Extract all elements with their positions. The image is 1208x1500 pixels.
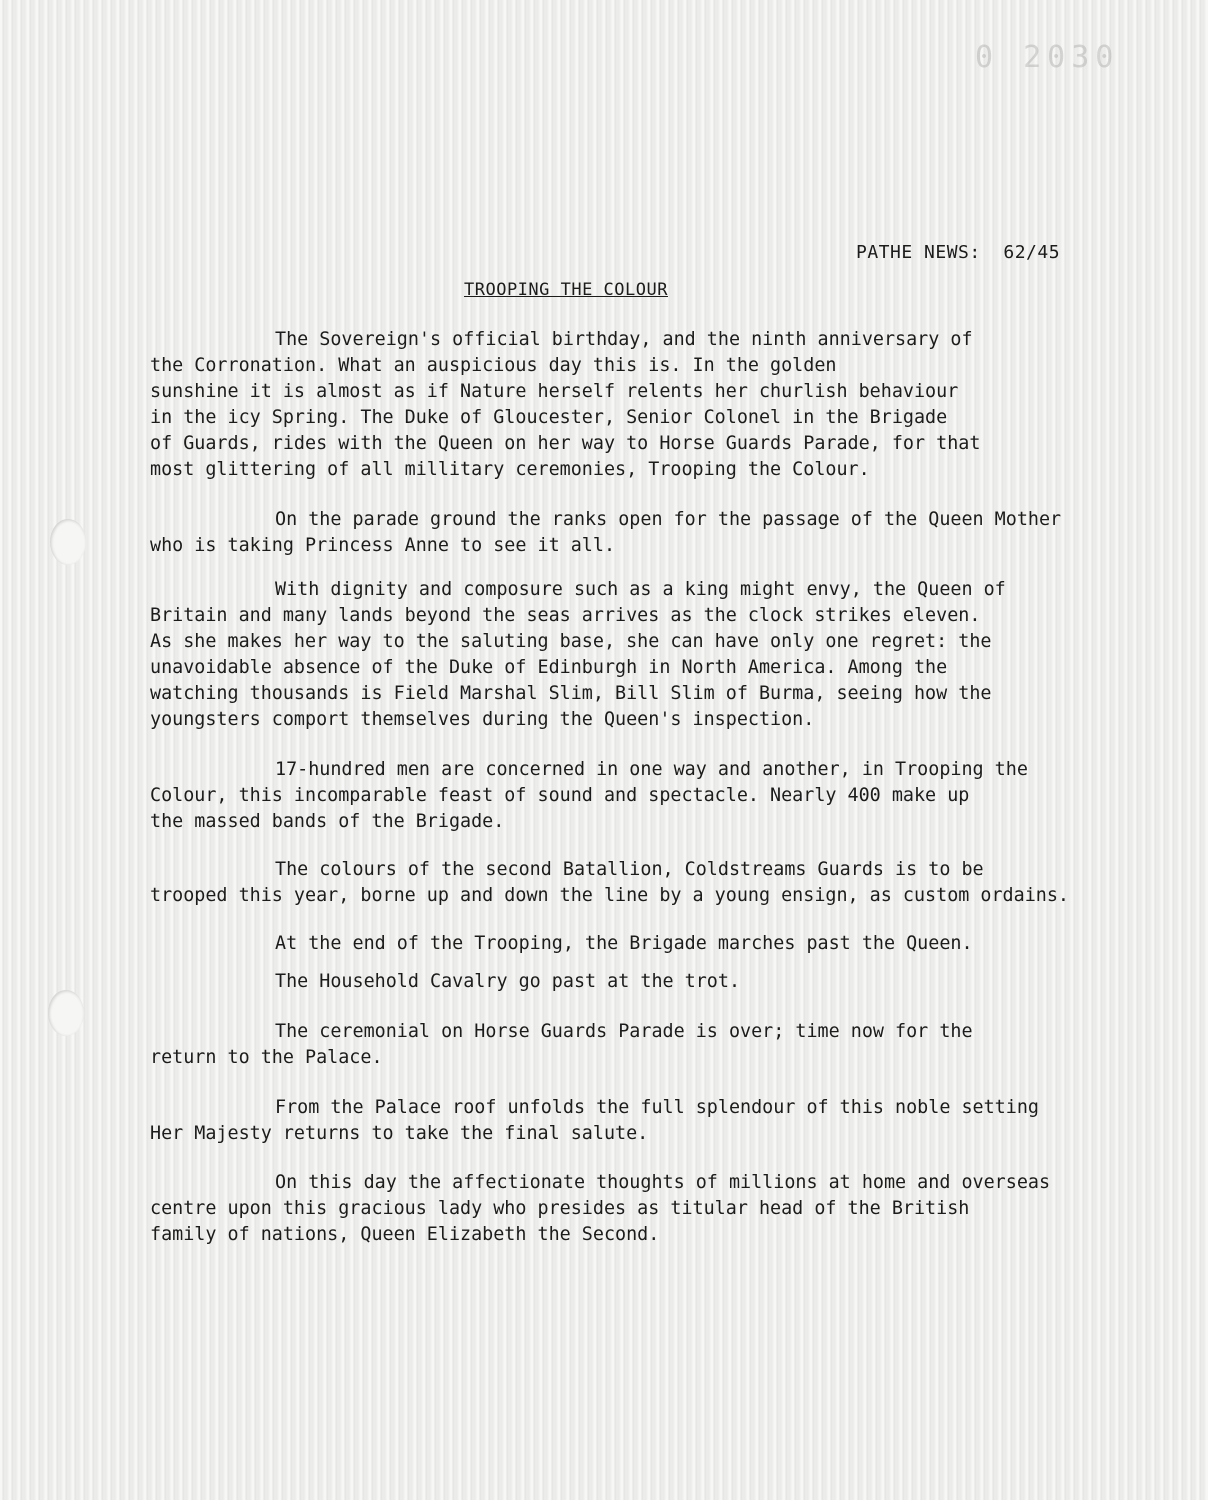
paragraph: On the parade ground the ranks open for the passage of the Queen Mother who is taking Princess Anne to see it all.: [150, 509, 1062, 556]
punch-hole: [50, 519, 86, 565]
punch-hole: [48, 990, 84, 1036]
faint-stamp: 0 2030: [975, 40, 1120, 75]
paragraph: The Household Cavalry go past at the trot.: [275, 971, 741, 992]
reference-number: PATHE NEWS: 62/45: [856, 242, 1061, 263]
paragraph: With dignity and composure such as a king might envy, the Queen of Britain and many lands beyond the seas arrives as the clock strikes eleven. As she makes her way to the saluting base, she can have only one regret: the unavoidable absence of the Duke of Edinburgh in North America. Among the watching thousands is Field Marshal Slim, Bill Slim of Burma, seeing how the youngsters comport themselves during the Queen's inspection.: [150, 579, 1006, 730]
paragraph: The ceremonial on Horse Guards Parade is over; time now for the return to the Palace.: [150, 1021, 973, 1068]
paragraph: At the end of the Trooping, the Brigade marches past the Queen.: [275, 933, 973, 954]
paragraph: The colours of the second Batallion, Coldstreams Guards is to be trooped this year, borne up and down the line by a young ensign, as custom ordains.: [150, 859, 1069, 906]
paragraph: 17-hundred men are concerned in one way and another, in Trooping the Colour, this incomparable feast of sound and spectacle. Nearly 400 make up the massed bands of the Brigade.: [150, 759, 1028, 832]
paragraph: On this day the affectionate thoughts of millions at home and overseas centre upon this gracious lady who presides as titular head of the British family of nations, Queen Elizabeth the Second.: [150, 1172, 1051, 1245]
document-title: TROOPING THE COLOUR: [464, 280, 668, 300]
paragraph: From the Palace roof unfolds the full splendour of this noble setting Her Majesty returns to take the final salute.: [150, 1097, 1039, 1144]
paragraph: The Sovereign's official birthday, and the ninth anniversary of the Corronation. What an auspicious day this is. In the golden sunshine it is almost as if Nature herself relents her churlish behaviour in the icy Spring. The Duke of Gloucester, Senior Colonel in the Brigade of Guards, rides with the Queen on her way to Horse Guards Parade, for that most glittering of all millitary ceremonies, Trooping the Colour.: [150, 329, 981, 480]
